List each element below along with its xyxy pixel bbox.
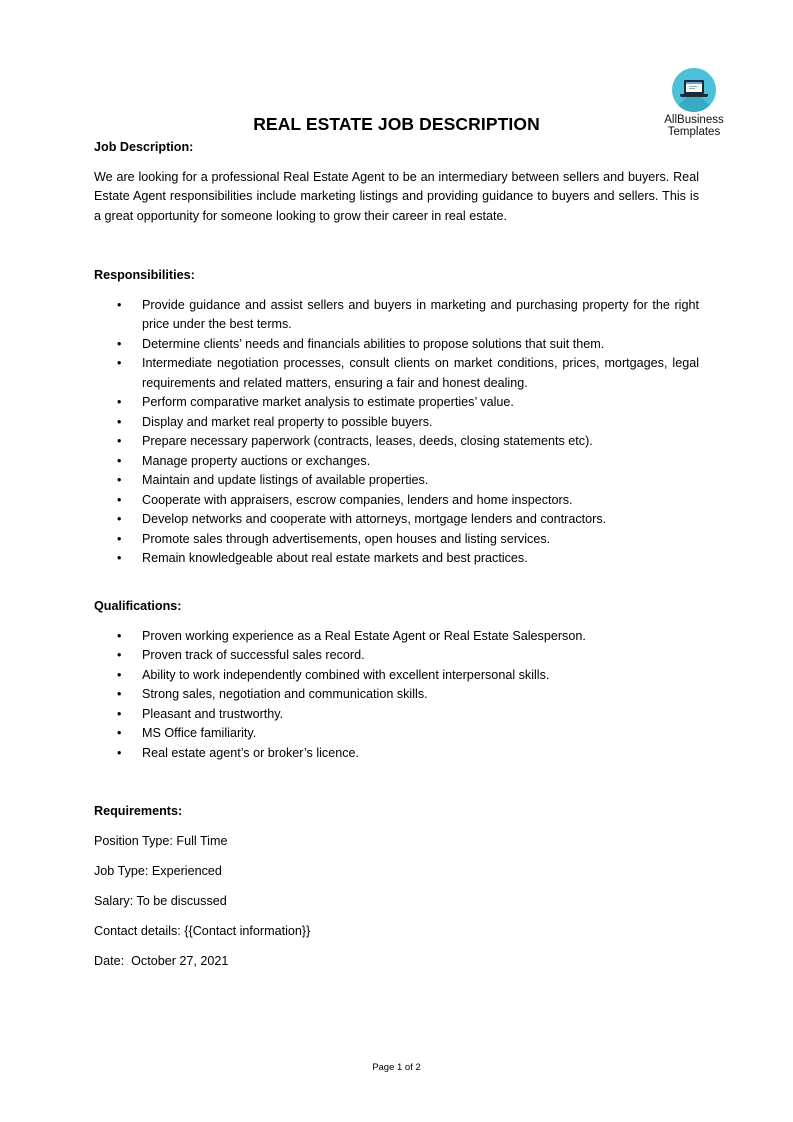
list-item bbox=[94, 705, 699, 725]
list-item bbox=[94, 296, 699, 335]
list-item bbox=[94, 471, 699, 491]
bullet-icon: • bbox=[117, 414, 122, 429]
list-item-text: Develop networks and cooperate with attorneys, mortgage lenders and contractors. bbox=[142, 512, 607, 526]
bullet-icon: • bbox=[117, 726, 122, 740]
job-description-heading: Job Description: bbox=[94, 140, 194, 154]
list-item-text: Maintain and update listings of available properties. bbox=[142, 473, 429, 487]
list-item-text: Promote sales through advertisements, open houses and listing services. bbox=[142, 531, 551, 546]
contact-details: Contact details: {{Contact information}} bbox=[94, 924, 311, 938]
logo-line-1: AllBusiness bbox=[664, 114, 724, 126]
job-description-section bbox=[94, 138, 699, 226]
list-item bbox=[94, 744, 699, 764]
bullet-icon: • bbox=[117, 336, 122, 351]
responsibilities-list bbox=[94, 296, 699, 569]
list-item-text: Real estate agent’s or broker’s licence. bbox=[142, 745, 360, 760]
qualifications-section bbox=[94, 597, 699, 763]
bullet-icon: • bbox=[117, 531, 122, 546]
list-item bbox=[94, 627, 699, 647]
list-item-text: Manage property auctions or exchanges. bbox=[142, 453, 371, 468]
bullet-icon: • bbox=[117, 687, 122, 701]
bullet-icon: • bbox=[117, 745, 122, 760]
list-item bbox=[94, 452, 699, 472]
bullet-icon: • bbox=[117, 453, 122, 468]
document-title: REAL ESTATE JOB DESCRIPTION bbox=[253, 114, 540, 134]
list-item bbox=[94, 724, 699, 744]
list-item bbox=[94, 646, 699, 666]
laptop-icon bbox=[672, 68, 716, 112]
list-item-text: Display and market real property to possible buyers. bbox=[142, 414, 433, 429]
responsibilities-section bbox=[94, 266, 699, 569]
bullet-icon: • bbox=[117, 667, 122, 682]
list-item-text: Proven track of successful sales record. bbox=[142, 648, 365, 662]
requirements-section bbox=[94, 802, 699, 982]
requirements-heading: Requirements: bbox=[94, 804, 183, 818]
logo-line-2: Templates bbox=[667, 126, 721, 138]
bullet-icon: • bbox=[117, 395, 122, 409]
list-item-text: MS Office familiarity. bbox=[142, 726, 257, 740]
list-item-text: Intermediate negotiation processes, consult clients on market conditions, prices, mortgages, legal requirements and related matters, ensuring a fair and honest dealing. bbox=[142, 356, 699, 390]
list-item-text: Proven working experience as a Real Estate Agent or Real Estate Salesperson. bbox=[142, 628, 586, 643]
job-description-text: We are looking for a professional Real Estate Agent to be an intermediary between sellers and buyers. Real Estate Agent responsibilities include marketing listings and providing guidance to buyers and sellers. This is a great opportunity for someone looking to grow their career in real estate. bbox=[94, 169, 699, 223]
qualifications-heading: Qualifications: bbox=[94, 599, 182, 613]
list-item bbox=[94, 510, 699, 530]
list-item-text: Perform comparative market analysis to estimate properties’ value. bbox=[142, 395, 514, 409]
responsibilities-heading: Responsibilities: bbox=[94, 268, 195, 282]
list-item-text: Remain knowledgeable about real estate markets and best practices. bbox=[142, 551, 528, 565]
list-item-text: Determine clients’ needs and financials abilities to propose solutions that suit them. bbox=[142, 336, 605, 351]
bullet-icon: • bbox=[117, 492, 122, 507]
bullet-icon: • bbox=[117, 434, 122, 448]
bullet-icon: • bbox=[117, 356, 122, 370]
list-item-text: Ability to work independently combined with excellent interpersonal skills. bbox=[142, 667, 550, 682]
list-item bbox=[94, 393, 699, 413]
list-item bbox=[94, 491, 699, 511]
bullet-icon: • bbox=[117, 512, 122, 526]
list-item bbox=[94, 685, 699, 705]
page-number: Page 1 of 2 bbox=[372, 1062, 421, 1073]
list-item-text: Pleasant and trustworthy. bbox=[142, 706, 284, 721]
list-item-text: Strong sales, negotiation and communication skills. bbox=[142, 687, 428, 701]
list-item-text: Prepare necessary paperwork (contracts, leases, deeds, closing statements etc). bbox=[142, 434, 593, 448]
list-item bbox=[94, 354, 699, 393]
list-item bbox=[94, 432, 699, 452]
list-item bbox=[94, 530, 699, 550]
bullet-icon: • bbox=[117, 297, 122, 312]
list-item bbox=[94, 549, 699, 569]
bullet-icon: • bbox=[117, 551, 122, 565]
list-item bbox=[94, 413, 699, 433]
job-type: Job Type: Experienced bbox=[94, 864, 222, 878]
bullet-icon: • bbox=[117, 706, 122, 721]
position-type: Position Type: Full Time bbox=[94, 834, 228, 848]
list-item bbox=[94, 666, 699, 686]
list-item bbox=[94, 335, 699, 355]
bullet-icon: • bbox=[117, 473, 122, 487]
bullet-icon: • bbox=[117, 628, 122, 643]
list-item-text: Cooperate with appraisers, escrow companies, lenders and home inspectors. bbox=[142, 492, 573, 507]
date: Date: October 27, 2021 bbox=[94, 954, 229, 968]
salary: Salary: To be discussed bbox=[94, 894, 227, 908]
list-item-text: Provide guidance and assist sellers and buyers in marketing and purchasing property for the right price under the best terms. bbox=[142, 297, 699, 331]
qualifications-list bbox=[94, 627, 699, 764]
bullet-icon: • bbox=[117, 648, 122, 662]
